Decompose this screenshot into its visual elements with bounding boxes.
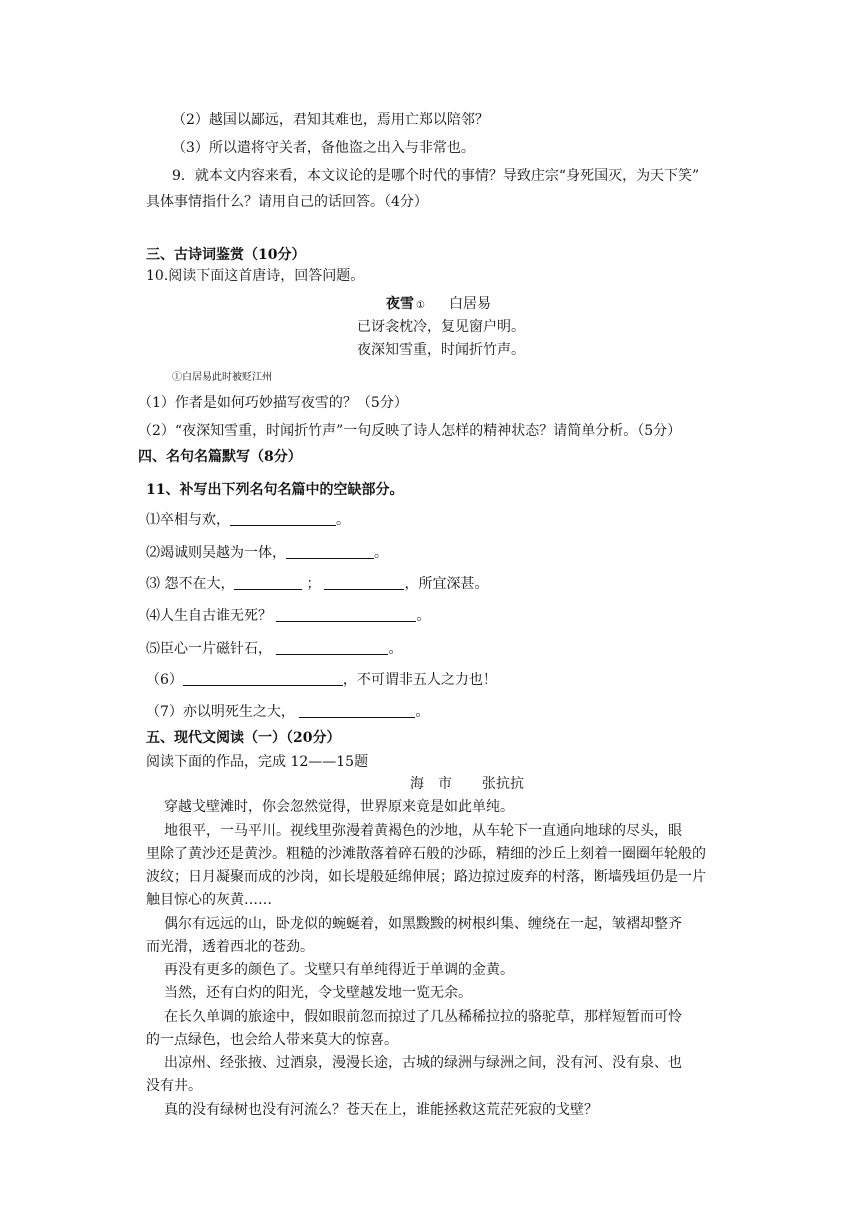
recite-item-6 <box>146 670 497 690</box>
answer-blank[interactable] <box>230 511 336 526</box>
section-4-heading: 四、名句名篇默写（8分） <box>138 449 302 465</box>
answer-blank[interactable] <box>324 575 404 590</box>
poem-title-line <box>386 294 491 316</box>
article-paragraph-6-line-2: 的一点绿色，也会给人带来莫大的惊喜。 <box>146 1032 398 1048</box>
poem-line-1: 已讶衾枕冷，复见窗户明。 <box>357 319 525 335</box>
recite-item-2-end: 。 <box>374 545 388 561</box>
article-title-line <box>410 774 524 794</box>
recite-item-2-prompt: ⑵竭诚则吴越为一体， <box>146 545 286 561</box>
question-10-sub-2: （2）“夜深知雪重，时闻折竹声”一句反映了诗人怎样的精神状态？请简单分析。（5分） <box>138 423 682 439</box>
answer-blank[interactable] <box>286 544 374 559</box>
recite-item-4-end: 。 <box>416 608 431 624</box>
recite-item-4 <box>146 606 430 626</box>
question-10: 10.阅读下面这首唐诗，回答问题。 <box>146 268 365 284</box>
article-paragraph-6-line-1: 在长久单调的旅途中，假如眼前忽而掠过了几丛稀稀拉拉的骆驼草，那样短暂而可怜 <box>164 1009 682 1025</box>
question-11: 11、补写出下列名句名篇中的空缺部分。 <box>146 482 404 498</box>
recite-item-5-end: 。 <box>388 641 403 657</box>
recite-item-4-prompt: ⑷人生自古谁无死？ <box>146 608 277 624</box>
article-paragraph-4: 再没有更多的颜色了。戈壁只有单纯得近于单调的金黄。 <box>164 962 514 978</box>
answer-blank[interactable] <box>234 575 302 590</box>
article-paragraph-2-line-1: 地很平，一马平川。视线里弥漫着黄褐色的沙地，从车轮下一直通向地球的尽头，眼 <box>164 823 682 839</box>
recite-item-7-end: 。 <box>415 704 430 720</box>
article-paragraph-5: 当然，还有白灼的阳光，令戈壁越发地一览无余。 <box>164 985 472 1001</box>
poem-author: 白居易 <box>448 296 491 312</box>
question-9-line-2: 具体事情指什么？请用自己的话回答。（4分） <box>146 194 428 210</box>
answer-blank[interactable] <box>299 703 415 718</box>
question-9-line-1: 9．就本文内容来看，本文议论的是哪个时代的事情？导致庄宗“身死国灭，为天下笑” <box>172 168 700 184</box>
article-paragraph-8: 真的没有绿树也没有河流么？苍天在上，谁能拯救这荒茫死寂的戈壁？ <box>164 1102 598 1118</box>
article-paragraph-2-line-2: 里除了黄沙还是黄沙。粗糙的沙滩散落着碎石般的沙砾，精细的沙丘上刻着一圈圈年轮般的 <box>146 846 706 862</box>
recite-item-5-prompt: ⑸臣心一片磁针石， <box>146 641 277 657</box>
recite-item-5 <box>146 639 402 659</box>
recite-item-6-end: ，不可谓非五人之力也！ <box>342 672 497 688</box>
classical-item-2: （2）越国以鄙远，君知其难也，焉用亡郑以陪邻？ <box>172 112 489 128</box>
recite-item-1-end: 。 <box>336 512 350 528</box>
recite-item-1 <box>146 510 350 530</box>
recite-item-2 <box>146 543 388 563</box>
poem-title: 夜雪 <box>386 296 414 312</box>
article-paragraph-7-line-1: 出凉州、经张掖、过酒泉，漫漫长途，古城的绿洲与绿洲之间，没有河、没有泉、也 <box>164 1055 682 1071</box>
recite-item-7 <box>146 702 429 722</box>
article-paragraph-2-line-3: 波纹；日月凝聚而成的沙岗，如长堤般延绵伸展；路边掠过废弃的村落，断墙残垣仍是一片 <box>146 869 706 885</box>
answer-blank[interactable] <box>276 640 388 655</box>
section-5-heading: 五、现代文阅读（一）（20分） <box>146 730 341 746</box>
article-author: 张抗抗 <box>482 776 524 792</box>
article-paragraph-3-line-2: 而光滑，透着西北的苍劲。 <box>146 939 314 955</box>
section-5-instruction: 阅读下面的作品，完成 12——15题 <box>146 754 369 770</box>
recite-item-1-prompt: ⑴卒相与欢， <box>146 512 230 528</box>
recite-item-7-prompt: （7）亦以明死生之大， <box>146 704 300 720</box>
article-title: 海 市 <box>410 776 452 792</box>
recite-item-3 <box>146 574 488 594</box>
poem-footnote: ①白居易此时被贬江州 <box>172 372 272 383</box>
section-3-heading: 三、古诗词鉴赏（10分） <box>146 247 306 263</box>
recite-item-3-end: ，所宜深甚。 <box>404 576 489 592</box>
recite-item-6-prompt: （6） <box>146 672 183 688</box>
recite-item-3-sep: ； <box>306 576 321 592</box>
poem-note-mark: ① <box>416 300 425 311</box>
poem-line-2: 夜深知雪重，时闻折竹声。 <box>357 342 525 358</box>
article-paragraph-7-line-2: 没有井。 <box>146 1078 202 1094</box>
article-paragraph-3-line-1: 偶尔有远远的山，卧龙似的蜿蜒着，如黑黢黢的树根纠集、缠绕在一起，皱褶却整齐 <box>164 916 682 932</box>
article-paragraph-2-line-4: 触目惊心的灰黄…… <box>146 892 272 908</box>
answer-blank[interactable] <box>183 671 343 686</box>
recite-item-3-prompt: ⑶ 怨不在大， <box>146 576 235 592</box>
question-10-sub-1: （1）作者是如何巧妙描写夜雪的？（5分） <box>138 395 408 411</box>
classical-item-3: （3）所以遣将守关者，备他盗之出入与非常也。 <box>172 140 475 156</box>
article-paragraph-1: 穿越戈壁滩时，你会忽然觉得，世界原来竟是如此单纯。 <box>164 799 514 815</box>
answer-blank[interactable] <box>276 607 416 622</box>
